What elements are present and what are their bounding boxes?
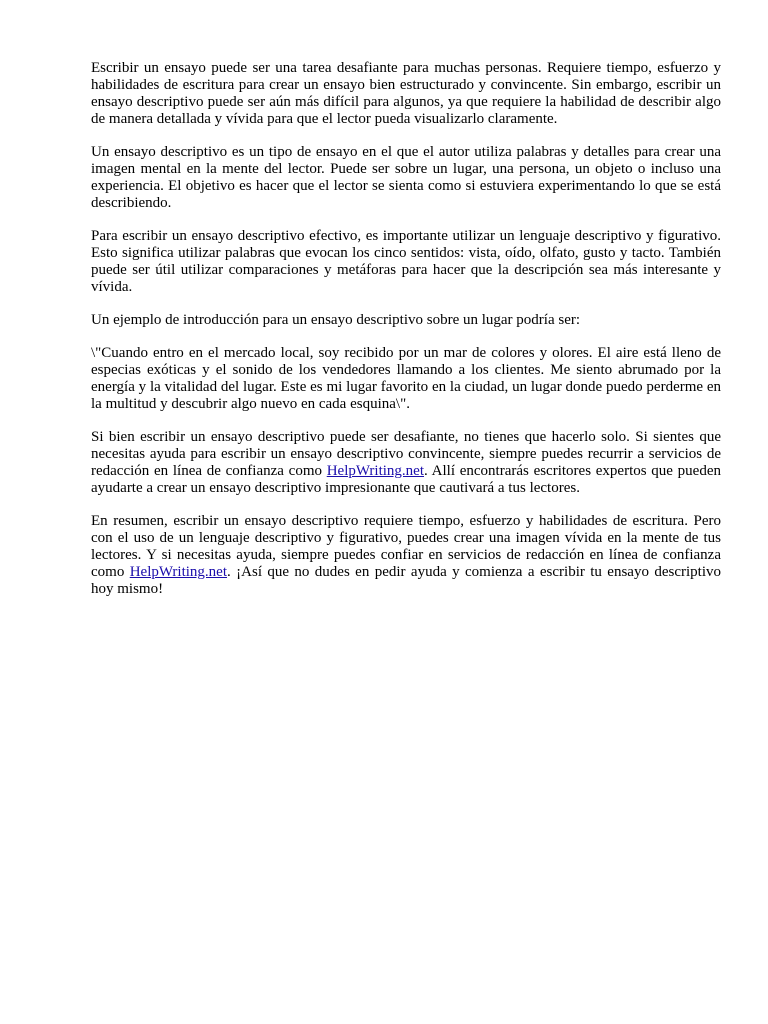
paragraph-intro: Escribir un ensayo puede ser una tarea desafiante para muchas personas. Requiere tiempo, esfuerzo y habilidades de escritura para crear un ensayo bien estructurado y convincente. Sin embargo, escribir un ensayo descriptivo puede ser aún más difícil para algunos, ya que requiere la habilidad de describir algo de manera detallada y vívida para que el lector pueda visualizarlo claramente. bbox=[91, 60, 721, 127]
helpwriting-link[interactable]: HelpWriting.net bbox=[129, 564, 228, 580]
paragraph-definition: Un ensayo descriptivo es un tipo de ensayo en el que el autor utiliza palabras y detalles para crear una imagen mental en la mente del lector. Puede ser sobre un lugar, una persona, un objeto o incluso una experiencia. El objetivo es hacer que el lector se sienta como si estuviera experimentando lo que se está describiendo. bbox=[91, 144, 721, 211]
helpwriting-link[interactable]: HelpWriting.net bbox=[326, 463, 425, 479]
paragraph-help-text-after: . Allí encontrarás escritores expertos que pueden ayudarte a crear un ensayo descriptivo impresionante que cautivará a tus lectores. bbox=[91, 463, 721, 496]
paragraph-summary-text-before: En resumen, escribir un ensayo descriptivo requiere tiempo, esfuerzo y habilidades de escritura. Pero con el uso de un lenguaje descriptivo y figurativo, puedes crear una imagen vívida en la mente de tus lectores. Y si necesitas ayuda, siempre puedes confiar en servicios de redacción en línea de confianza como bbox=[91, 513, 721, 580]
paragraph-example-quote: \"Cuando entro en el mercado local, soy recibido por un mar de colores y olores. El aire está lleno de especias exóticas y el sonido de los vendedores llamando a los clientes. Me siento abrumado por la energía y la vitalidad del lugar. Este es mi lugar favorito en la ciudad, un lugar donde puedo perderme en la multitud y descubrir algo nuevo en cada esquina\". bbox=[91, 345, 721, 412]
paragraph-help-text-before: Si bien escribir un ensayo descriptivo puede ser desafiante, no tienes que hacerlo solo. Si sientes que necesitas ayuda para escribir un ensayo descriptivo convincente, siempre puedes recurrir a servicios de redacción en línea de confianza como bbox=[91, 429, 721, 479]
paragraph-language-tips: Para escribir un ensayo descriptivo efectivo, es importante utilizar un lenguaje descriptivo y figurativo. Esto significa utilizar palabras que evocan los cinco sentidos: vista, oído, olfato, gusto y tacto. También puede ser útil utilizar comparaciones y metáforas para hacer que la descripción sea más interesante y vívida. bbox=[91, 228, 721, 295]
paragraph-help bbox=[91, 429, 721, 497]
paragraph-summary-text-after: . ¡Así que no dudes en pedir ayuda y comienza a escribir tu ensayo descriptivo hoy mismo! bbox=[91, 564, 721, 597]
paragraph-example-intro: Un ejemplo de introducción para un ensayo descriptivo sobre un lugar podría ser: bbox=[91, 312, 581, 328]
paragraph-summary bbox=[91, 513, 721, 598]
document-body bbox=[91, 60, 721, 614]
